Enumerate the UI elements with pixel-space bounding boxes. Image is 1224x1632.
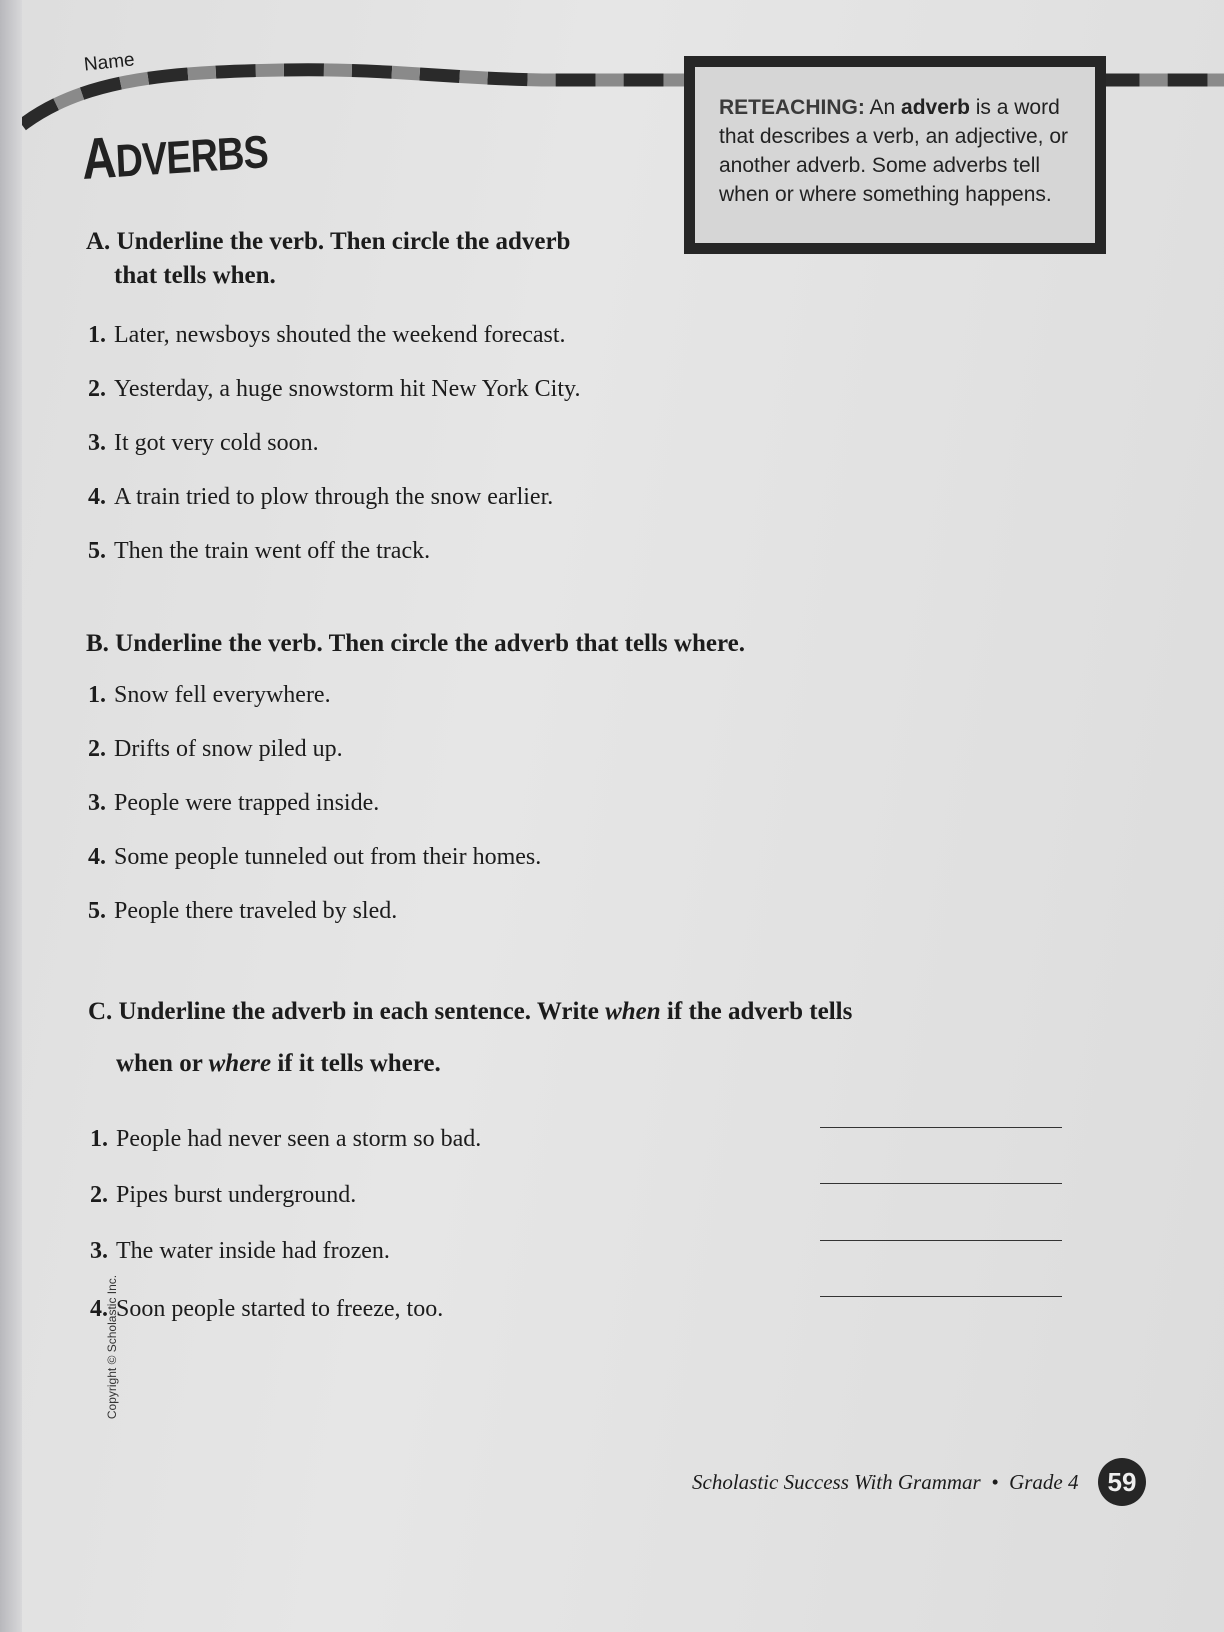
item-text: Yesterday, a huge snowstorm hit New York City.: [114, 376, 581, 402]
reteaching-text: [719, 93, 1095, 209]
item-text: Soon people started to freeze, too.: [116, 1296, 444, 1322]
item-text: A train tried to plow through the snow earlier.: [114, 484, 554, 510]
item-number: 3.: [90, 1238, 108, 1264]
section-c-heading-2: [116, 1050, 441, 1078]
list-item: [90, 1238, 390, 1265]
list-item: [90, 1126, 481, 1153]
item-text: People there traveled by sled.: [114, 898, 398, 924]
page-title: [81, 114, 269, 193]
book-title: Scholastic Success With Grammar: [692, 1470, 981, 1494]
item-number: 4.: [88, 844, 106, 870]
item-text: The water inside had frozen.: [116, 1238, 390, 1264]
list-item: [90, 1296, 443, 1323]
page-number-badge: 59: [1098, 1458, 1146, 1506]
answer-blank[interactable]: [820, 1183, 1062, 1184]
item-number: 1.: [88, 682, 106, 708]
section-a-heading-2: that tells when.: [114, 262, 276, 289]
list-item: [88, 430, 319, 457]
grade-label: Grade 4: [1009, 1470, 1079, 1494]
list-item: [88, 376, 580, 403]
reteaching-text-1: An: [864, 96, 902, 119]
title-rest: DVERBS: [114, 125, 269, 187]
when-word: when: [605, 998, 661, 1025]
section-c-heading: [88, 998, 852, 1026]
answer-blank[interactable]: [820, 1240, 1062, 1241]
list-item: [88, 898, 397, 925]
item-number: 5.: [88, 898, 106, 924]
item-number: 5.: [88, 538, 106, 564]
answer-blank[interactable]: [820, 1296, 1062, 1297]
reteaching-text-2: is a word that describes a verb, an adjective, or another adverb. Some adverbs tell when or where something happens.: [719, 96, 1069, 206]
where-word: where: [208, 1050, 272, 1077]
item-text: It got very cold soon.: [114, 430, 319, 456]
item-text: Pipes burst underground.: [116, 1182, 357, 1208]
book-spine: [0, 0, 22, 1632]
heading-text: if it tells where.: [271, 1050, 441, 1077]
heading-text: C. Underline the adverb in each sentence. Write: [88, 998, 606, 1025]
list-item: [88, 538, 430, 565]
list-item: [88, 844, 541, 871]
bullet: •: [991, 1470, 999, 1494]
copyright-notice: Copyright © Scholastic Inc.: [105, 1274, 120, 1420]
heading-text: if the adverb tells: [660, 998, 853, 1025]
item-number: 2.: [88, 736, 106, 762]
item-number: 2.: [90, 1182, 108, 1208]
item-text: Some people tunneled out from their homes.: [114, 844, 542, 870]
section-b-heading: B. Underline the verb. Then circle the adverb that tells where.: [86, 630, 745, 657]
heading-text: when or: [116, 1050, 209, 1077]
answer-blank[interactable]: [820, 1127, 1062, 1128]
item-text: People had never seen a storm so bad.: [116, 1126, 482, 1152]
footer-text: [692, 1470, 1079, 1495]
list-item: [88, 484, 553, 511]
item-text: People were trapped inside.: [114, 790, 380, 816]
item-text: Then the train went off the track.: [114, 538, 431, 564]
item-number: 3.: [88, 790, 106, 816]
item-text: Snow fell everywhere.: [114, 682, 331, 708]
item-number: 1.: [90, 1126, 108, 1152]
item-number: 4.: [90, 1296, 108, 1322]
section-a-heading: A. Underline the verb. Then circle the adverb: [86, 228, 571, 255]
title-initial: A: [80, 124, 117, 192]
item-text: Drifts of snow piled up.: [114, 736, 343, 762]
list-item: [88, 736, 343, 763]
list-item: [88, 682, 331, 709]
reteaching-box: [684, 56, 1106, 254]
list-item: [88, 322, 566, 349]
reteaching-bold-word: adverb: [901, 96, 970, 119]
name-label: Name: [82, 49, 136, 76]
list-item: [88, 790, 379, 817]
item-text: Later, newsboys shouted the weekend forecast.: [114, 322, 566, 348]
item-number: 3.: [88, 430, 106, 456]
item-number: 4.: [88, 484, 106, 510]
item-number: 1.: [88, 322, 106, 348]
list-item: [90, 1182, 356, 1209]
reteaching-label: RETEACHING:: [719, 96, 865, 119]
item-number: 2.: [88, 376, 106, 402]
